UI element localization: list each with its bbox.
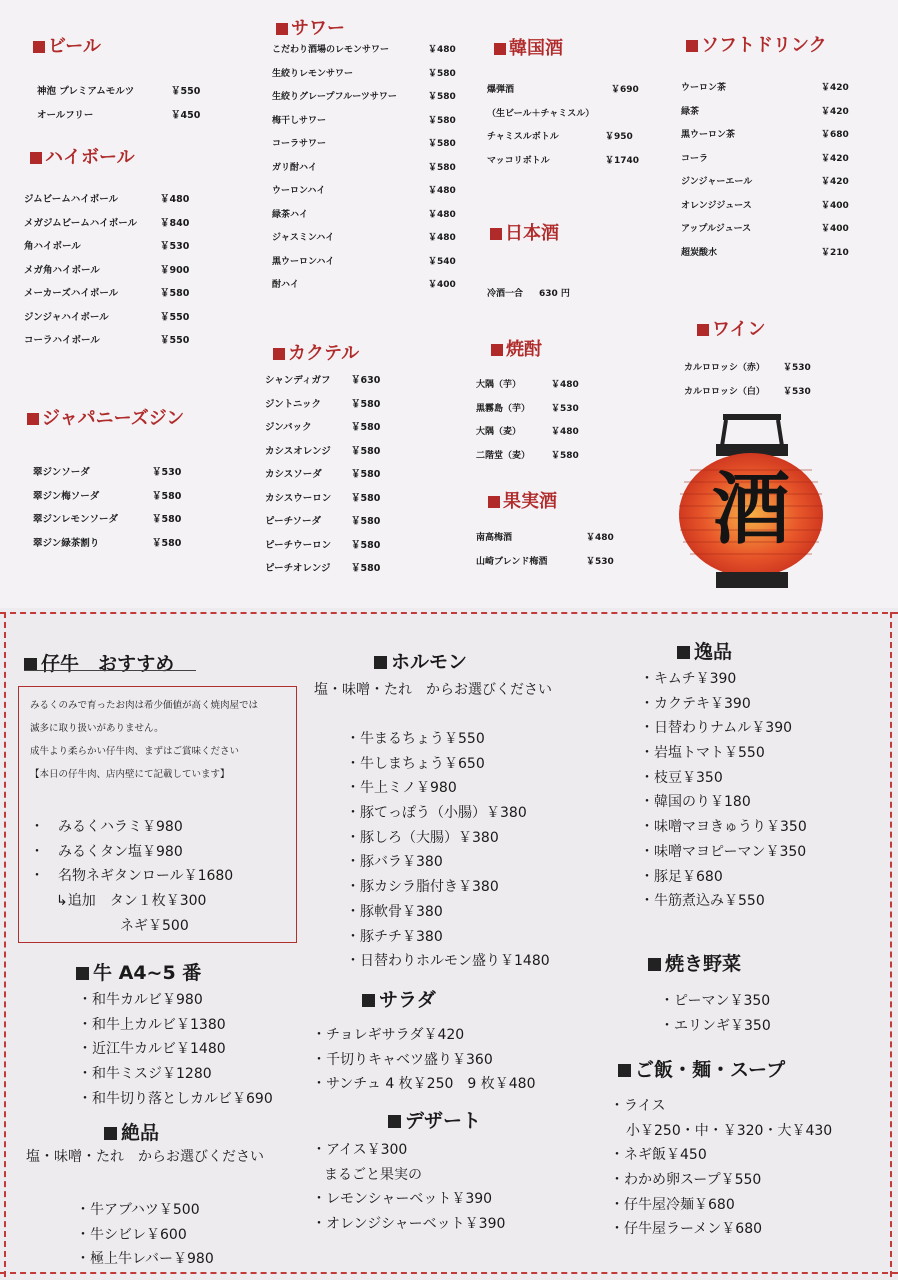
soft-drink-list [681, 80, 851, 268]
list-item: ・ みるくタン塩￥980 [30, 843, 183, 860]
list-item: 翠ジン緑茶割り ￥580 [33, 537, 182, 549]
list-item: ・牛上ミノ￥980 [346, 780, 457, 797]
koushi-title-underline [24, 670, 196, 671]
list-item: 冷酒一合 630 円 [487, 289, 570, 299]
wine-list [684, 360, 824, 407]
horumon-title: ホルモン [374, 647, 467, 674]
dessert-list [312, 1139, 505, 1238]
list-item: 生絞りレモンサワー ￥580 [272, 68, 456, 79]
left-dashed-border [4, 612, 6, 1277]
list-item: ・わかめ卵スープ￥550 [610, 1172, 762, 1189]
gyu-list [78, 989, 273, 1112]
list-item: マッコリボトル ￥1740 [487, 155, 640, 166]
list-item: ・エリンギ￥350 [660, 1017, 771, 1034]
list-item: ・豚足￥680 [640, 868, 723, 885]
list-item: ・ピーマン￥350 [660, 993, 771, 1009]
yasai-title: 焼き野菜 [648, 949, 741, 976]
soft-drink-title: ソフトドリンク [686, 31, 827, 57]
list-item: メーカーズハイボール ￥580 [24, 288, 190, 299]
list-item: コーラハイボール ￥550 [24, 335, 190, 346]
list-item: カルロロッシ（白） ￥530 [684, 386, 811, 397]
cocktail-title: カクテル [273, 339, 359, 365]
list-item: ・豚てっぽう（小腸）￥380 [346, 805, 527, 822]
list-item: ↳追加 タン１枚￥300 [56, 893, 207, 910]
description-line: みるくのみで育ったお肉は希少価値が高く焼肉屋では [30, 700, 259, 711]
list-item: ・韓国のり￥180 [640, 794, 751, 811]
right-dashed-border [890, 612, 892, 1277]
list-item: （生ビール＋チャミスル） [487, 108, 595, 119]
list-item: 角ハイボール ￥530 [24, 241, 190, 252]
japanese-gin-title: ジャパニーズジン [27, 404, 184, 430]
list-item: コーラサワー ￥580 [272, 139, 456, 149]
list-item: ・日替わりナムル￥390 [640, 720, 793, 737]
list-item: カシスウーロン ￥580 [265, 492, 381, 504]
list-item: ウーロン茶 ￥420 [681, 83, 849, 93]
beer-list [37, 83, 201, 130]
list-item: シャンディガフ ￥630 [265, 375, 381, 386]
list-item: 翠ジンレモンソーダ ￥580 [33, 514, 182, 525]
list-item: ジンジャハイボール ￥550 [24, 311, 190, 323]
list-item: ・ みるくハラミ￥980 [30, 819, 183, 835]
list-item: ・豚バラ￥380 [346, 854, 443, 871]
highball-list [24, 191, 194, 356]
salad-list [312, 1024, 536, 1098]
list-item: カシスソーダ ￥580 [265, 469, 381, 480]
shochu-list [476, 377, 586, 471]
wine-title: ワイン [697, 315, 765, 341]
list-item: 大隅（麦） ￥480 [476, 427, 579, 437]
list-item: ピーチソーダ ￥580 [265, 516, 381, 527]
description-line: 滅多に取り扱いがありません。 [30, 723, 164, 734]
highball-title: ハイボール [30, 143, 135, 169]
list-item: 黒霧島（芋） ￥530 [476, 403, 579, 414]
list-item: ・仔牛屋ラーメン￥680 [610, 1221, 763, 1238]
list-item: ・和牛カルビ￥980 [78, 992, 203, 1008]
list-item: ・豚しろ（大腸）￥380 [346, 829, 499, 846]
list-item: 山崎ブレンド梅酒 ￥530 [476, 556, 614, 567]
list-item: ・チョレギサラダ￥420 [312, 1027, 465, 1043]
list-item: ・岩塩トマト￥550 [640, 745, 765, 762]
fruit-title: 果実酒 [488, 487, 557, 513]
list-item: ・千切りキャベツ盛り￥360 [312, 1051, 493, 1068]
yasai-list [660, 990, 771, 1039]
list-item: ジントニック ￥580 [265, 398, 381, 410]
description-line: 【本日の仔牛肉、店内壁にて記載しています】 [30, 769, 230, 780]
list-item: ・仔牛屋冷麺￥680 [610, 1196, 735, 1213]
list-item: 黒ウーロンハイ ￥540 [272, 256, 456, 267]
list-item: 梅干しサワー ￥580 [272, 115, 456, 126]
koushi-list [30, 816, 233, 939]
list-item: ・枝豆￥350 [640, 769, 723, 786]
list-item: ・オレンジシャーベット￥390 [312, 1216, 506, 1233]
cocktail-list [265, 372, 395, 584]
list-item: ・味噌マヨきゅうり￥350 [640, 819, 807, 836]
horumon-subtitle: 塩・味噌・たれ からお選びください [314, 682, 552, 698]
shochu-title: 焼酎 [491, 335, 542, 361]
list-item: 緑茶ハイ ￥480 [272, 209, 456, 220]
list-item: ・豚軟骨￥380 [346, 903, 443, 920]
list-item: 超炭酸水 ￥210 [681, 247, 849, 258]
list-item: アップルジュース ￥400 [681, 224, 849, 234]
list-item: ピーチウーロン ￥580 [265, 539, 381, 551]
list-item: ・牛シビレ￥600 [76, 1226, 187, 1243]
top-dashed-border [0, 612, 898, 614]
zeppin-list [76, 1199, 214, 1273]
korean-list [487, 82, 647, 176]
list-item: 黒ウーロン茶 ￥680 [681, 130, 849, 140]
list-item: ジムビームハイボール ￥480 [24, 194, 190, 205]
list-item: ・和牛切り落としカルビ￥690 [78, 1090, 273, 1107]
koushi-description [30, 694, 258, 786]
list-item: ・日替わりホルモン盛り￥1480 [346, 953, 550, 970]
ippin-title: 逸品 [677, 637, 732, 664]
fruit-list [476, 530, 616, 577]
list-item: ・ 名物ネギタンロール￥1680 [30, 868, 234, 885]
list-item: ・キムチ￥390 [640, 671, 737, 687]
list-item: こだわり酒場のレモンサワー ￥480 [272, 45, 456, 55]
salad-title: サラダ [362, 985, 436, 1012]
zeppin-subtitle: 塩・味噌・たれ からお選びください [26, 1149, 264, 1165]
list-item: ウーロンハイ ￥480 [272, 186, 456, 196]
list-item: 小￥250・中・￥320・大￥430 [626, 1122, 833, 1139]
list-item: メガジムビームハイボール ￥840 [24, 217, 190, 229]
sake-title: 日本酒 [490, 219, 559, 245]
horumon-list [346, 728, 550, 975]
list-item: ・アイス￥300 [312, 1142, 408, 1158]
beer-title: ビール [33, 32, 101, 58]
list-item: 酎ハイ ￥400 [272, 280, 456, 290]
list-item: ・豚カシラ脂付き￥380 [346, 879, 499, 896]
list-item: 翠ジン梅ソーダ ￥580 [33, 490, 182, 502]
koushi-title: 仔牛 おすすめ [24, 649, 174, 676]
list-item: コーラ ￥420 [681, 153, 849, 164]
list-item: ・味噌マヨピーマン￥350 [640, 843, 807, 860]
sake-lantern-illustration [676, 412, 826, 594]
gohan-list [610, 1095, 832, 1243]
list-item: 南高梅酒 ￥480 [476, 533, 614, 543]
description-line: 成牛より柔らかい仔牛肉、まずはご賞味ください [30, 746, 240, 757]
list-item: 大隅（芋） ￥480 [476, 380, 579, 390]
japanese-gin-list [33, 464, 193, 558]
sour-list [272, 42, 462, 301]
list-item: オールフリー ￥450 [37, 109, 201, 121]
dessert-title: デザート [388, 1106, 481, 1133]
list-item: 神泡 プレミアムモルツ ￥550 [37, 86, 201, 97]
list-item: メガ角ハイボール ￥900 [24, 264, 190, 276]
list-item: ・牛アブハツ￥500 [76, 1202, 200, 1218]
ippin-list [640, 668, 807, 915]
sake-list [487, 286, 607, 310]
list-item: ・極上牛レバー￥980 [76, 1251, 214, 1268]
list-item: カシスオレンジ ￥580 [265, 445, 381, 457]
list-item: ・牛まるちょう￥550 [346, 731, 485, 747]
list-item: ・和牛ミスジ￥1280 [78, 1066, 212, 1083]
list-item: ・レモンシャーベット￥390 [312, 1191, 493, 1208]
list-item: 爆弾酒 ￥690 [487, 85, 639, 95]
list-item: ・ライス [610, 1098, 666, 1114]
list-item: カルロロッシ（赤） ￥530 [684, 363, 811, 373]
list-item: まるごと果実の [324, 1166, 422, 1183]
list-item: ネギ￥500 [120, 917, 189, 934]
list-item: ・ネギ飯￥450 [610, 1147, 707, 1164]
list-item: ・サンチュ 4 枚￥250 9 枚￥480 [312, 1076, 536, 1093]
list-item: ・牛しまちょう￥650 [346, 755, 485, 772]
zeppin-title: 絶品 [104, 1118, 159, 1145]
gyu-title: 牛 A4~5 番 [76, 958, 201, 985]
list-item: ガリ酎ハイ ￥580 [272, 162, 456, 173]
list-item: ・牛筋煮込み￥550 [640, 893, 765, 910]
list-item: ・和牛上カルビ￥1380 [78, 1016, 226, 1033]
list-item: ジンジャーエール ￥420 [681, 177, 849, 187]
korean-title: 韓国酒 [494, 34, 563, 60]
list-item: ジャスミンハイ ￥480 [272, 233, 456, 243]
list-item: 生絞りグレープフルーツサワー ￥580 [272, 92, 456, 102]
list-item: 翠ジンソーダ ￥530 [33, 467, 182, 478]
list-item: ・カクテキ￥390 [640, 695, 751, 712]
list-item: チャミスルボトル ￥950 [487, 132, 633, 142]
list-item: ジンバック ￥580 [265, 422, 381, 433]
list-item: 二階堂（麦） ￥580 [476, 450, 579, 461]
list-item: ・豚チチ￥380 [346, 928, 443, 945]
list-item: オレンジジュース ￥400 [681, 200, 849, 211]
list-item: ピーチオレンジ ￥580 [265, 563, 381, 574]
sour-title: サワー [276, 14, 345, 40]
list-item: 緑茶 ￥420 [681, 106, 849, 117]
list-item: ・近江牛カルビ￥1480 [78, 1041, 226, 1058]
lantern-character: 酒 [711, 464, 790, 555]
gohan-title: ご飯・麺・スープ [618, 1055, 785, 1082]
